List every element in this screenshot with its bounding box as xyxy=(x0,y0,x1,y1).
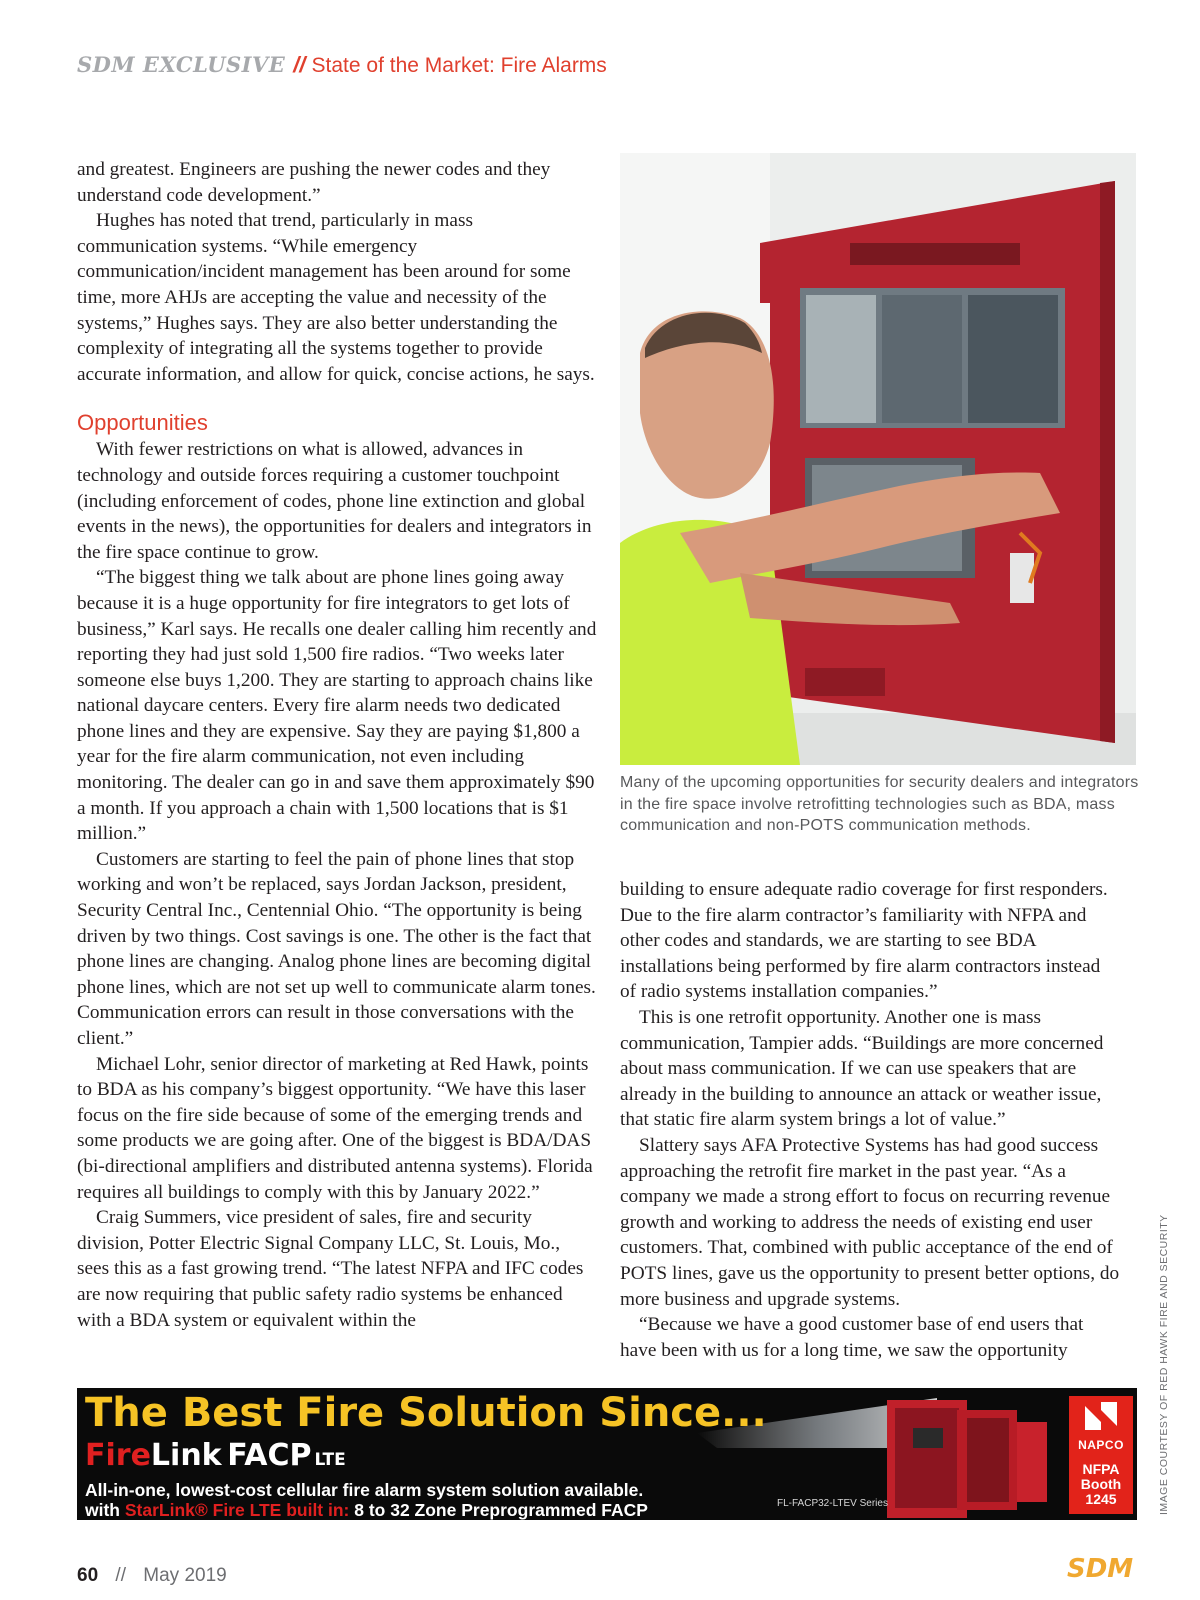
photo-caption: Many of the upcoming opportunities for security dealers and integrators in the fire space involve retrofitting technologies such as BDA, mass communication and non-POTS communication methods. xyxy=(620,774,1139,834)
napco-mark-icon xyxy=(1079,1396,1123,1436)
paragraph: Hughes has noted that trend, particularly in mass communication systems. “While emergency communication/incident management has been around for some time, more AHJs are accepting the value and necessity of the systems,” Hughes says. They are also better understanding the complexity of integrating all the systems together to provide accurate information, and allow for quick, concise actions, he says. xyxy=(77,210,595,385)
paragraph: Michael Lohr, senior director of marketing at Red Hawk, points to BDA as his company’s biggest opportunity. “We have this laser focus on the fire side because of some of the emerging trends and some products we are going after. One of the biggest is BDA/DAS (bi-directional amplifiers and distributed antenna systems). Florida requires all buildings to comply with this by January 2022.” xyxy=(77,1053,593,1203)
paragraph: Craig Summers, vice president of sales, fire and security division, Potter Electric Signal Company LLC, St. Louis, Mo., sees this as a fast growing trend. “The latest NFPA and IFC codes are now requiring that public safety radio systems be enhanced with a BDA system or equivalent within the xyxy=(77,1207,584,1331)
ad-description: All-in-one, lowest-cost cellular fire alarm system solution available. xyxy=(85,1480,644,1500)
footer-separator: // xyxy=(115,1565,126,1586)
ad-line2-highlight: StarLink® Fire LTE built in: xyxy=(124,1500,350,1520)
section-label: SDM EXCLUSIVE xyxy=(77,52,286,77)
ad-product-name xyxy=(85,1438,346,1473)
napco-logo xyxy=(1069,1396,1133,1514)
photo-fire-panel xyxy=(620,153,1136,765)
ad-series-label: FL-FACP32-LTEV Series xyxy=(777,1498,888,1509)
paragraph: This is one retrofit opportunity. Another one is mass communication, Tampier adds. “Buildings are more concerned about mass communication. If we can use speakers that are already in the building to announce an attack or weather issue, that static fire alarm system brings a lot of value.” xyxy=(620,1006,1104,1131)
article-left-column xyxy=(77,157,597,1333)
paragraph: “Because we have a good customer base of end users that have been with us for a long time, we saw the opportunity xyxy=(620,1314,1084,1361)
napco-brand: NAPCO xyxy=(1078,1438,1124,1452)
page-footer xyxy=(77,1565,227,1587)
page-number: 60 xyxy=(77,1565,99,1586)
paragraph: building to ensure adequate radio coverage for first responders. Due to the fire alarm contractor’s familiarity with NFPA and other codes and standards, we are starting to see BDA installations being performed by fire alarm contractors instead of radio systems installation companies.” xyxy=(620,879,1108,1003)
sdm-logo: SDM xyxy=(1067,1554,1134,1584)
ad-feature-line xyxy=(85,1500,648,1520)
ad-product-fire: Fire xyxy=(85,1438,151,1473)
advertisement-banner[interactable] xyxy=(77,1388,1137,1520)
section-title: State of the Market: Fire Alarms xyxy=(311,54,607,77)
ad-product-link: Link xyxy=(150,1438,222,1473)
subhead-opportunities: Opportunities xyxy=(77,410,208,436)
issue-date: May 2019 xyxy=(143,1565,227,1586)
header-separator: // xyxy=(293,52,306,77)
ad-product-lte: LTE xyxy=(314,1450,346,1470)
running-header xyxy=(77,52,607,82)
ad-line2-suffix: 8 to 32 Zone Preprogrammed FACP xyxy=(349,1500,648,1520)
nfpa-booth-badge: NFPA Booth 1245 xyxy=(1080,1461,1122,1507)
photo-credit: IMAGE COURTESY OF RED HAWK FIRE AND SECURITY xyxy=(1158,1214,1170,1515)
ad-tagline: The Best Fire Solution Since... xyxy=(85,1390,767,1436)
paragraph: Customers are starting to feel the pain of phone lines that stop working and won’t be replaced, says Jordan Jackson, president, Security Central Inc., Centennial Ohio. “The opportunity is being driven by two things. Cost savings is one. The other is the fact that phone lines are changing. Analog phone lines are becoming digital phone lines, which are not set up well to communicate alarm tones. Communication errors can result in those conversations with the client.” xyxy=(77,848,596,1049)
ad-line2-prefix: with xyxy=(85,1500,125,1520)
paragraph: “The biggest thing we talk about are phone lines going away because it is a huge opportunity for fire integrators to get lots of business,” Karl says. He recalls one dealer calling him recently and reporting they had just sold 1,500 fire radios. “Two weeks later someone else buys 1,200. They are starting to approach chains like national daycare centers. Every fire alarm needs two dedicated phone lines and they are expensive. Say they are paying $1,800 a year for the fire alarm communication, not even including monitoring. The dealer can go in and save them approximately $90 a month. If you approach a chain with 1,500 locations that is $1 million.” xyxy=(77,567,597,845)
article-right-column xyxy=(620,877,1120,1363)
ad-product-facp: FACP xyxy=(227,1438,312,1473)
paragraph: Slattery says AFA Protective Systems has had good success approaching the retrofit fire market in the past year. “As a company we made a strong effort to focus on recurring revenue growth and working to address the needs of existing end user customers. That, combined with public acceptance of the end of POTS lines, gave us the opportunity to present better options, do more business and upgrade systems. xyxy=(620,1134,1120,1310)
photo-illustration xyxy=(620,153,1136,765)
paragraph: and greatest. Engineers are pushing the newer codes and they understand code development.” xyxy=(77,159,551,206)
paragraph: With fewer restrictions on what is allowed, advances in technology and outside forces requiring a customer touchpoint (including enforcement of codes, phone line extinction and global events in the news), the opportunities for dealers and integrators in the fire space continue to grow. xyxy=(77,439,592,563)
